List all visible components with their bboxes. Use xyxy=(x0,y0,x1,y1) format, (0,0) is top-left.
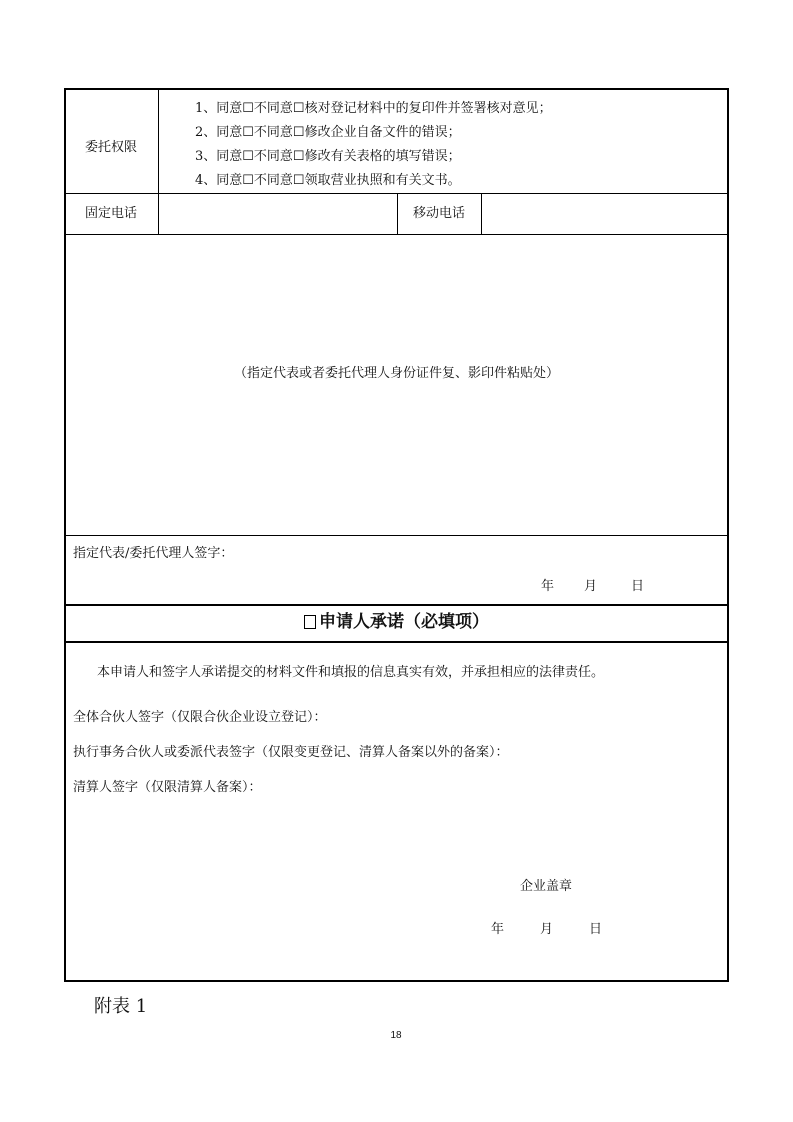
delegation-item-1: 1、同意☐不同意☐核对登记材料中的复印件并签署核对意见； xyxy=(195,101,552,116)
mobile-label: 移动电话 xyxy=(412,206,465,221)
row-divider-signature xyxy=(64,604,729,606)
commitment-statement: 本申请人和签字人承诺提交的材料文件和填报的信息真实有效，并承担相应的法律责任。 xyxy=(97,665,605,680)
delegation-label: 委托权限 xyxy=(84,140,137,155)
id-paste-note: （指定代表或者委托代理人身份证件复、影印件粘贴处） xyxy=(233,366,559,381)
delegation-item-2: 2、同意☐不同意☐修改企业自备文件的错误； xyxy=(195,125,461,140)
landline-field[interactable] xyxy=(166,206,391,222)
commitment-title xyxy=(64,612,729,632)
agent-sign-year: 年 xyxy=(541,579,555,594)
company-seal-label: 企业盖章 xyxy=(520,879,573,894)
row-divider-commitment-title xyxy=(64,641,729,643)
delegation-item-3: 3、同意☐不同意☐修改有关表格的填写错误； xyxy=(195,149,461,164)
partners-signature-label: 全体合伙人签字（仅限合伙企业设立登记）： xyxy=(73,710,327,725)
commit-day: 日 xyxy=(589,922,603,937)
commitment-checkbox[interactable] xyxy=(304,615,316,629)
col-divider-label xyxy=(158,88,159,234)
row-divider-paste-area xyxy=(64,535,729,536)
appendix-label: 附表 1 xyxy=(94,996,148,1017)
liquidator-signature-label: 清算人签字（仅限清算人备案）： xyxy=(73,780,262,795)
row-divider-contact xyxy=(64,234,729,235)
page-number: 18 xyxy=(390,1030,402,1041)
commit-year: 年 xyxy=(491,922,505,937)
agent-sign-month: 月 xyxy=(584,579,598,594)
delegation-item-4: 4、同意☐不同意☐领取营业执照和有关文书。 xyxy=(195,173,461,188)
agent-signature-label: 指定代表/委托代理人签字： xyxy=(73,546,234,561)
executive-signature-label: 执行事务合伙人或委派代表签字（仅限变更登记、清算人备案以外的备案）： xyxy=(73,745,509,760)
agent-sign-day: 日 xyxy=(631,579,645,594)
landline-label: 固定电话 xyxy=(84,206,137,221)
commit-month: 月 xyxy=(540,922,554,937)
col-divider-mobile-label xyxy=(481,193,482,234)
commitment-title-text: 申请人承诺（必填项） xyxy=(319,612,489,632)
mobile-field[interactable] xyxy=(489,206,721,222)
